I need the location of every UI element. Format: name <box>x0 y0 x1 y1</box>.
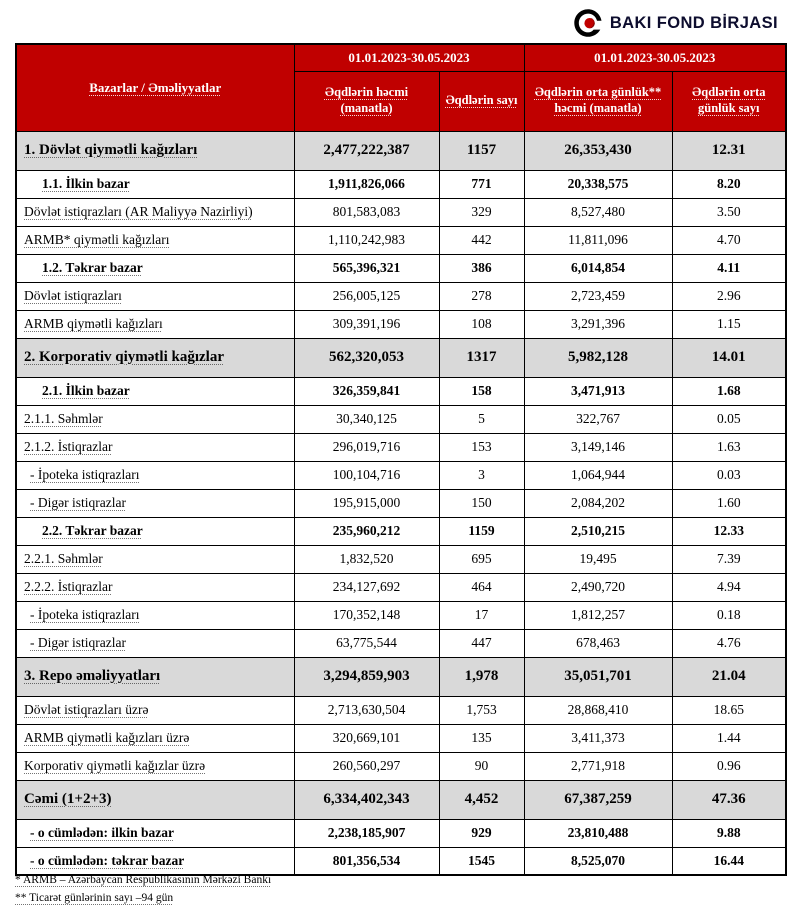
row-value: 260,560,297 <box>294 752 439 780</box>
row-value: 6,334,402,343 <box>294 780 439 819</box>
row-value: 153 <box>439 433 524 461</box>
row-value: 1.44 <box>672 724 786 752</box>
markets-table-wrap <box>15 43 785 876</box>
row-value: 90 <box>439 752 524 780</box>
row-value: 8,527,480 <box>524 198 672 226</box>
row-value: 2,490,720 <box>524 573 672 601</box>
row-value: 23,810,488 <box>524 819 672 847</box>
row-value: 4.11 <box>672 254 786 282</box>
table-row <box>16 752 786 780</box>
row-value: 320,669,101 <box>294 724 439 752</box>
table-row <box>16 657 786 696</box>
row-value: 801,356,534 <box>294 847 439 875</box>
table-row <box>16 282 786 310</box>
row-label <box>16 198 294 226</box>
row-label <box>16 601 294 629</box>
col-header-daily-count <box>672 71 786 131</box>
row-value: 1,753 <box>439 696 524 724</box>
col-header-count <box>439 71 524 131</box>
row-label-text: - Digər istiqrazlar <box>30 495 126 510</box>
table-body <box>16 131 786 875</box>
row-label-text: 2.1.1. Səhmlər <box>24 411 103 426</box>
row-value: 108 <box>439 310 524 338</box>
row-label <box>16 657 294 696</box>
row-label <box>16 131 294 170</box>
row-label-text: - o cümlədən: təkrar bazar <box>30 852 185 868</box>
row-value: 386 <box>439 254 524 282</box>
row-value: 2.96 <box>672 282 786 310</box>
row-value: 4.70 <box>672 226 786 254</box>
row-label-text: 1. Dövlət qiymətli kağızları <box>24 142 198 158</box>
table-row <box>16 780 786 819</box>
table-row <box>16 847 786 875</box>
row-value: 1317 <box>439 338 524 377</box>
row-value: 1,812,257 <box>524 601 672 629</box>
row-label-text: 2.1.2. İstiqrazlar <box>24 439 113 454</box>
table-row <box>16 489 786 517</box>
row-value: 326,359,841 <box>294 377 439 405</box>
row-value: 562,320,053 <box>294 338 439 377</box>
row-label <box>16 489 294 517</box>
row-label <box>16 461 294 489</box>
markets-operations-table <box>15 43 787 876</box>
table-row <box>16 819 786 847</box>
row-label <box>16 282 294 310</box>
row-label <box>16 573 294 601</box>
row-value: 1.63 <box>672 433 786 461</box>
row-value: 8.20 <box>672 170 786 198</box>
row-value: 195,915,000 <box>294 489 439 517</box>
row-label <box>16 696 294 724</box>
row-label-text: 1.1. İlkin bazar <box>42 176 130 191</box>
row-value: 28,868,410 <box>524 696 672 724</box>
row-label-text: 2.2.1. Səhmlər <box>24 551 103 566</box>
row-value: 309,391,196 <box>294 310 439 338</box>
row-value: 9.88 <box>672 819 786 847</box>
row-value: 100,104,716 <box>294 461 439 489</box>
row-label <box>16 724 294 752</box>
row-label-text: 3. Repo əməliyyatları <box>24 668 161 684</box>
footnote-trading-days <box>15 890 271 908</box>
row-value: 47.36 <box>672 780 786 819</box>
table-row <box>16 377 786 405</box>
row-value: 2,723,459 <box>524 282 672 310</box>
row-label <box>16 377 294 405</box>
row-value: 5,982,128 <box>524 338 672 377</box>
row-value: 322,767 <box>524 405 672 433</box>
row-value: 2,771,918 <box>524 752 672 780</box>
row-value: 1,832,520 <box>294 545 439 573</box>
row-value: 447 <box>439 629 524 657</box>
row-value: 1,911,826,066 <box>294 170 439 198</box>
table-row <box>16 254 786 282</box>
row-value: 1,978 <box>439 657 524 696</box>
row-value: 1,110,242,983 <box>294 226 439 254</box>
row-label <box>16 405 294 433</box>
table-header <box>16 44 786 131</box>
row-label <box>16 310 294 338</box>
table-row <box>16 601 786 629</box>
row-value: 0.03 <box>672 461 786 489</box>
row-label <box>16 847 294 875</box>
row-label-text: Dövlət istiqrazları üzrə <box>24 702 149 717</box>
row-value: 2,713,630,504 <box>294 696 439 724</box>
row-value: 4.94 <box>672 573 786 601</box>
table-row <box>16 517 786 545</box>
footnote-armb <box>15 872 271 890</box>
row-label <box>16 752 294 780</box>
row-label-text: - İpoteka istiqrazları <box>30 607 140 622</box>
col-header-markets-text: Bazarlar / Əməliyyatlar <box>89 79 222 95</box>
row-value: 67,387,259 <box>524 780 672 819</box>
table-row <box>16 405 786 433</box>
row-value: 565,396,321 <box>294 254 439 282</box>
row-value: 1,064,944 <box>524 461 672 489</box>
table-row <box>16 170 786 198</box>
row-value: 1157 <box>439 131 524 170</box>
row-value: 4.76 <box>672 629 786 657</box>
row-label-text: - İpoteka istiqrazları <box>30 467 140 482</box>
row-value: 1159 <box>439 517 524 545</box>
row-value: 17 <box>439 601 524 629</box>
row-label-text: ARMB qiymətli kağızları üzrə <box>24 730 190 745</box>
row-value: 329 <box>439 198 524 226</box>
row-value: 150 <box>439 489 524 517</box>
row-value: 3,291,396 <box>524 310 672 338</box>
row-label <box>16 338 294 377</box>
row-label <box>16 433 294 461</box>
row-label-text: Cəmi (1+2+3) <box>24 791 112 807</box>
table-row <box>16 338 786 377</box>
row-value: 1.15 <box>672 310 786 338</box>
table-row <box>16 226 786 254</box>
row-label-text: Korporativ qiymətli kağızlar üzrə <box>24 758 206 773</box>
row-label-text: Dövlət istiqrazları <box>24 288 122 303</box>
col-header-volume <box>294 71 439 131</box>
table-row <box>16 310 786 338</box>
row-value: 442 <box>439 226 524 254</box>
table-row <box>16 198 786 226</box>
row-value: 256,005,125 <box>294 282 439 310</box>
row-value: 3,411,373 <box>524 724 672 752</box>
row-value: 26,353,430 <box>524 131 672 170</box>
row-value: 0.18 <box>672 601 786 629</box>
row-value: 801,583,083 <box>294 198 439 226</box>
table-row <box>16 573 786 601</box>
period-header-2: 01.01.2023-30.05.2023 <box>524 44 786 71</box>
row-label-text: 2.2. Təkrar bazar <box>42 523 143 538</box>
brand-logo <box>573 6 778 40</box>
row-value: 2,238,185,907 <box>294 819 439 847</box>
row-label-text: 2.1. İlkin bazar <box>42 383 130 398</box>
row-value: 11,811,096 <box>524 226 672 254</box>
row-label-text: 2.2.2. İstiqrazlar <box>24 579 113 594</box>
col-header-markets <box>16 44 294 131</box>
row-value: 929 <box>439 819 524 847</box>
row-value: 35,051,701 <box>524 657 672 696</box>
row-value: 7.39 <box>672 545 786 573</box>
row-value: 1.60 <box>672 489 786 517</box>
row-value: 234,127,692 <box>294 573 439 601</box>
row-value: 695 <box>439 545 524 573</box>
col-header-count-text: Əqdlərin sayı <box>445 93 518 108</box>
row-label <box>16 254 294 282</box>
row-value: 158 <box>439 377 524 405</box>
row-value: 8,525,070 <box>524 847 672 875</box>
row-value: 4,452 <box>439 780 524 819</box>
table-row <box>16 629 786 657</box>
row-value: 2,510,215 <box>524 517 672 545</box>
row-value: 6,014,854 <box>524 254 672 282</box>
row-value: 0.05 <box>672 405 786 433</box>
row-label <box>16 545 294 573</box>
row-value: 19,495 <box>524 545 672 573</box>
row-value: 170,352,148 <box>294 601 439 629</box>
row-value: 63,775,544 <box>294 629 439 657</box>
row-value: 14.01 <box>672 338 786 377</box>
row-value: 16.44 <box>672 847 786 875</box>
brand-name: BAKI FOND BİRJASI <box>609 13 778 32</box>
footnote-armb-text: * ARMB – Azərbaycan Respublikasının Mərkəzi Bankı <box>15 874 272 887</box>
table-row <box>16 696 786 724</box>
row-label-text: ARMB* qiymətli kağızları <box>24 232 170 247</box>
row-label-text: - Digər istiqrazlar <box>30 635 126 650</box>
table-row <box>16 461 786 489</box>
row-label-text: - o cümlədən: ilkin bazar <box>30 825 174 840</box>
row-value: 296,019,716 <box>294 433 439 461</box>
row-value: 3.50 <box>672 198 786 226</box>
row-value: 18.65 <box>672 696 786 724</box>
row-label-text: ARMB qiymətli kağızları <box>24 316 163 331</box>
row-value: 21.04 <box>672 657 786 696</box>
row-label-text: 2. Korporativ qiymətli kağızlar <box>24 349 224 365</box>
row-label-text: 1.2. Təkrar bazar <box>42 260 143 275</box>
table-row <box>16 131 786 170</box>
row-value: 12.31 <box>672 131 786 170</box>
row-value: 1.68 <box>672 377 786 405</box>
row-value: 2,084,202 <box>524 489 672 517</box>
period-header-1: 01.01.2023-30.05.2023 <box>294 44 524 71</box>
table-row <box>16 724 786 752</box>
row-value: 3,149,146 <box>524 433 672 461</box>
header-row-periods <box>16 44 786 71</box>
row-value: 3,471,913 <box>524 377 672 405</box>
row-value: 12.33 <box>672 517 786 545</box>
row-value: 3 <box>439 461 524 489</box>
row-value: 2,477,222,387 <box>294 131 439 170</box>
bfb-logo-icon <box>573 8 603 38</box>
row-label-text: Dövlət istiqrazları (AR Maliyyə Nazirliyi) <box>24 204 253 219</box>
row-label <box>16 170 294 198</box>
row-label <box>16 780 294 819</box>
row-label <box>16 226 294 254</box>
row-value: 0.96 <box>672 752 786 780</box>
row-value: 278 <box>439 282 524 310</box>
row-value: 464 <box>439 573 524 601</box>
row-value: 1545 <box>439 847 524 875</box>
row-value: 771 <box>439 170 524 198</box>
row-value: 30,340,125 <box>294 405 439 433</box>
row-value: 235,960,212 <box>294 517 439 545</box>
col-header-volume-text: Əqdlərin həcmi (manatla) <box>324 85 409 115</box>
table-row <box>16 545 786 573</box>
col-header-daily-volume <box>524 71 672 131</box>
row-label <box>16 629 294 657</box>
row-label <box>16 517 294 545</box>
footnotes <box>15 872 271 908</box>
row-value: 3,294,859,903 <box>294 657 439 696</box>
row-value: 135 <box>439 724 524 752</box>
col-header-daily-count-text: Əqdlərin orta günlük sayı <box>692 85 766 115</box>
row-value: 678,463 <box>524 629 672 657</box>
table-row <box>16 433 786 461</box>
row-label <box>16 819 294 847</box>
footnote-trading-days-text: ** Ticarət günlərinin sayı –94 gün <box>15 892 174 905</box>
row-value: 5 <box>439 405 524 433</box>
row-value: 20,338,575 <box>524 170 672 198</box>
col-header-daily-volume-text: Əqdlərin orta günlük** həcmi (manatla) <box>534 85 662 115</box>
